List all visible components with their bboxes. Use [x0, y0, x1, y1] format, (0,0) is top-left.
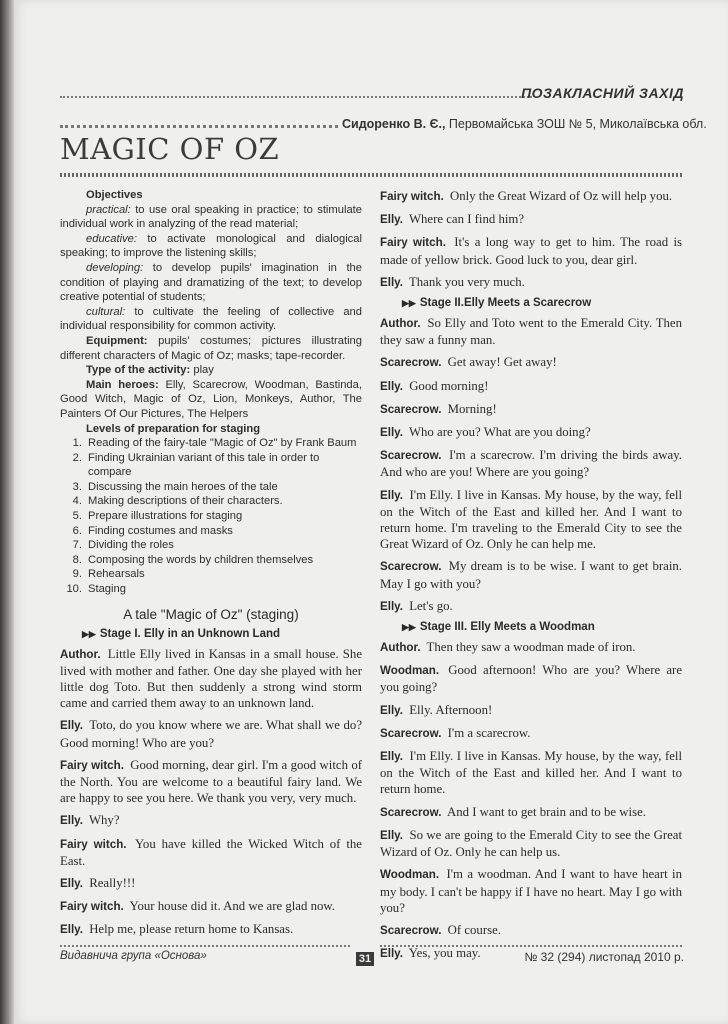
- list-item: [60, 494, 362, 509]
- speaker-name: Fairy witch.: [380, 190, 444, 203]
- issue-info: № 32 (294) листопад 2010 р.: [524, 950, 684, 964]
- speaker-name: Scarecrow.: [380, 726, 442, 740]
- speaker-name: Author.: [380, 317, 421, 331]
- levels-heading: Levels of preparation for staging: [86, 422, 261, 435]
- dialogue-line: [60, 812, 362, 829]
- stage-title: Stage I. Elly in an Unknown Land: [99, 627, 281, 640]
- equipment-text: pupils' costumes; pictures illustrating different characters of Magic of Oz; masks; tape-recorder.: [60, 334, 362, 362]
- objective-text: to activate monological and dialogical speaking; to improve the listening skills;: [60, 232, 362, 260]
- dialogue-text: Why?: [88, 813, 120, 828]
- stage-3-dialogue: [380, 639, 682, 962]
- speaker-name: Elly.: [380, 426, 403, 440]
- heroes-label: Main heroes:: [86, 378, 159, 391]
- left-column: [60, 188, 362, 945]
- speaker-name: Woodman.: [380, 664, 440, 678]
- dialogue-line: [380, 598, 682, 615]
- speaker-name: Elly.: [380, 750, 403, 764]
- list-number: 9.: [72, 568, 82, 581]
- stage-1-heading: [60, 628, 362, 640]
- speaker-name: Elly.: [380, 947, 403, 961]
- author-dotted-rule: [60, 125, 338, 128]
- dialogue-text: It's a long way to get to him. The road is made of yellow brick. Good luck to you, dear girl.: [380, 235, 682, 267]
- levels-list: [60, 436, 362, 597]
- list-item: [60, 480, 362, 495]
- dialogue-text: Who are you? What are you doing?: [408, 425, 591, 440]
- dialogue-text: Then they saw a woodman made of iron.: [426, 640, 636, 655]
- list-number: 1.: [72, 437, 82, 450]
- dialogue-line: [380, 234, 682, 267]
- list-number: 4.: [72, 495, 82, 508]
- dialogue-text: You have killed the Wicked Witch of the East.: [60, 836, 362, 868]
- type-label: Type of the activity:: [86, 364, 191, 377]
- list-text: Prepare illustrations for staging: [88, 510, 243, 523]
- author-affiliation: Первомайська ЗОШ № 5, Миколаївська обл.: [445, 117, 707, 131]
- list-number: 8.: [72, 553, 82, 566]
- speaker-name: Scarecrow.: [380, 560, 442, 574]
- tale-title: A tale "Magic of Oz" (staging): [123, 606, 299, 622]
- footer-rule-left: [60, 945, 350, 947]
- footer-rule-right: [380, 945, 682, 947]
- objective-label: cultural:: [86, 305, 126, 318]
- dialogue-text: Thank you very much.: [408, 274, 525, 289]
- dialogue-text: So Elly and Toto went to the Emerald City. Then they saw a funny man.: [380, 316, 682, 348]
- dialogue-line: [380, 748, 682, 798]
- speaker-name: Author.: [380, 641, 421, 655]
- dialogue-line: [380, 922, 682, 939]
- speaker-name: Scarecrow.: [380, 402, 442, 416]
- speaker-name: Elly.: [380, 488, 403, 502]
- list-item: [60, 509, 362, 524]
- dialogue-line: [380, 378, 682, 395]
- dialogue-line: [380, 487, 682, 553]
- dialogue-text: Toto, do you know where we are. What shall we do? Good morning! Who are you?: [60, 718, 362, 750]
- dialogue-line: [380, 447, 682, 480]
- dialogue-text: Little Elly lived in Kansas in a small house. She lived with mother and father. One day she played with her little dog Toto. But then suddenly a strong wind storm came and carried them away to an unknown land.: [60, 646, 363, 711]
- list-item: [60, 582, 362, 597]
- speaker-name: Fairy witch.: [60, 837, 127, 851]
- dialogue-text: Good morning!: [409, 378, 489, 393]
- publisher: Видавнича група «Основа»: [60, 950, 207, 962]
- list-number: 10.: [66, 583, 82, 596]
- dialogue-line: [380, 827, 682, 860]
- dialogue-text: Help me, please return home to Kansas.: [89, 922, 294, 937]
- list-number: 2.: [72, 451, 82, 464]
- list-text: Making descriptions of their characters.: [88, 495, 283, 508]
- objective-cultural: [60, 305, 362, 334]
- dialogue-line: [380, 274, 682, 291]
- type-text: play: [190, 364, 214, 377]
- dialogue-text: Elly. Afternoon!: [409, 702, 493, 717]
- list-text: Dividing the roles: [88, 539, 174, 552]
- header-dotted-rule: [60, 96, 532, 98]
- dialogue-line: [60, 921, 362, 938]
- dialogue-text: I'm a scarecrow.: [447, 725, 531, 740]
- list-item: [60, 524, 362, 539]
- equipment-paragraph: [60, 334, 362, 363]
- list-number: 7.: [72, 539, 82, 552]
- dialogue-line: [60, 836, 362, 869]
- speaker-name: Elly.: [60, 814, 83, 828]
- objective-educative: [60, 232, 362, 261]
- heroes-paragraph: [60, 378, 362, 422]
- list-text: Discussing the main heroes of the tale: [88, 480, 278, 493]
- list-number: 5.: [72, 510, 82, 523]
- dialogue-text: So we are going to the Emerald City to see the Great Wizard of Oz. Only he can help us.: [380, 827, 682, 860]
- dialogue-line: [380, 188, 682, 205]
- objective-label: developing:: [86, 261, 144, 274]
- dialogue-text: Get away! Get away!: [447, 355, 557, 370]
- dialogue-text: I'm Elly. I live in Kansas. My house, by the way, fell on the Witch of the East and killed her. And I want to return home.: [380, 749, 682, 797]
- dialogue-line: [380, 424, 682, 441]
- stage-title: Stage III. Elly Meets a Woodman: [419, 621, 595, 634]
- dialogue-line: [380, 866, 682, 916]
- speaker-name: Elly.: [60, 877, 83, 891]
- page-number: 31: [356, 952, 374, 966]
- equipment-label: Equipment:: [86, 334, 148, 347]
- list-item: [60, 553, 362, 568]
- objective-text: to cultivate the feeling of collective and individual responsibility for common activity.: [60, 305, 362, 333]
- dialogue-text: I'm a woodman. And I want to have heart in my body. I can't be happy if I have no heart. May I go with you?: [380, 867, 682, 915]
- speaker-name: Scarecrow.: [380, 356, 442, 370]
- objective-text: to develop pupils' imagination in the condition of playing and dramatizing of the text; to develop creative potential of students;: [60, 261, 362, 304]
- speaker-name: Elly.: [60, 923, 83, 937]
- speaker-name: Elly.: [380, 275, 403, 289]
- speaker-name: Elly.: [380, 828, 403, 842]
- objective-label: practical:: [86, 203, 131, 216]
- list-text: Reading of the fairy-tale "Magic of Oz" by Frank Baum: [88, 437, 357, 450]
- dialogue-text: Let's go.: [409, 598, 453, 613]
- list-text: Finding costumes and masks: [88, 524, 233, 537]
- article-title: MAGIC OF OZ: [60, 132, 280, 166]
- double-arrow-icon: ▶▶: [82, 628, 96, 639]
- dialogue-text: I'm Elly. I live in Kansas. My house, by the way, fell on the Witch of the East and killed her. And I want to return home. I'm traveling to the Emerald City to see the Great Wizard of Oz. Only he can help me.: [380, 487, 682, 552]
- page-binding-edge: [0, 0, 14, 1024]
- dialogue-line: [380, 401, 682, 418]
- speaker-name: Elly.: [380, 599, 403, 613]
- speaker-name: Fairy witch.: [380, 236, 446, 250]
- speaker-name: Author.: [60, 647, 101, 661]
- list-item: [60, 451, 362, 480]
- dialogue-text: Good morning, dear girl. I'm a good witch of the North. You are welcome to a beautiful fairy land. We are happy to see you here. We thank you very, very much.: [60, 757, 362, 806]
- dialogue-text: Of course.: [447, 922, 501, 937]
- list-text: Finding Ukrainian variant of this tale in order to compare: [88, 451, 320, 479]
- type-paragraph: [60, 363, 362, 378]
- dialogue-line: [380, 211, 682, 228]
- stage-1-dialogue: [60, 646, 362, 939]
- objective-practical: [60, 203, 362, 232]
- speaker-name: Fairy witch.: [60, 900, 124, 914]
- dialogue-line: [60, 898, 362, 915]
- list-text: Rehearsals: [88, 568, 145, 581]
- list-number: 3.: [72, 480, 82, 493]
- right-column: [380, 188, 682, 968]
- dialogue-line: [380, 725, 682, 742]
- dialogue-text: And I want to get brain and to be wise.: [446, 804, 646, 819]
- intro-dialogue: [380, 188, 682, 291]
- speaker-name: Elly.: [380, 213, 403, 227]
- list-item: [60, 436, 362, 451]
- dialogue-line: [380, 354, 682, 371]
- objective-label: educative:: [86, 232, 137, 245]
- dialogue-line: [380, 804, 682, 821]
- dialogue-line: [60, 646, 362, 712]
- dialogue-text: Really!!!: [89, 876, 136, 891]
- list-item: [60, 567, 362, 582]
- dialogue-line: [60, 757, 362, 807]
- dialogue-text: Yes, you may.: [408, 946, 481, 961]
- heroes-text: Elly, Scarecrow, Woodman, Bastinda, Good Witch, Magic of Oz, Lion, Monkeys, Author, The Painters Of Our Pictures, The Helpers: [60, 378, 362, 420]
- speaker-name: Elly.: [60, 719, 83, 733]
- dialogue-line: [380, 558, 682, 591]
- author-line: [342, 117, 707, 131]
- stage-3-heading: [380, 621, 682, 633]
- double-arrow-icon: ▶▶: [402, 622, 416, 633]
- stage-2-heading: [380, 297, 682, 309]
- list-text: Composing the words by children themselves: [88, 553, 314, 566]
- dialogue-line: [60, 717, 362, 750]
- speaker-name: Elly.: [380, 379, 403, 393]
- dialogue-text: My dream is to be wise. I want to get brain. May I go with you?: [380, 559, 682, 591]
- speaker-name: Woodman.: [380, 868, 440, 882]
- speaker-name: Scarecrow.: [380, 805, 442, 819]
- dialogue-line: [380, 662, 682, 695]
- list-text: Staging: [88, 583, 126, 596]
- dialogue-text: Your house did it. And we are glad now.: [129, 899, 335, 914]
- list-number: 6.: [72, 524, 82, 537]
- double-arrow-icon: ▶▶: [402, 298, 416, 309]
- dialogue-line: [380, 702, 682, 719]
- title-rule: [60, 173, 682, 177]
- dialogue-text: I'm a scarecrow. I'm driving the birds away. And who are you! Where are you going?: [380, 448, 682, 480]
- dialogue-line: [380, 315, 682, 348]
- speaker-name: Scarecrow.: [380, 923, 442, 937]
- objectives-heading: Objectives: [86, 189, 143, 201]
- dialogue-text: Morning!: [447, 401, 497, 416]
- speaker-name: Fairy witch.: [60, 758, 124, 772]
- stage-2-dialogue: [380, 315, 682, 615]
- speaker-name: Scarecrow.: [380, 449, 442, 463]
- section-label: ПОЗАКЛАСНИЙ ЗАХІД: [521, 85, 684, 101]
- dialogue-text: Only the Great Wizard of Oz will help you.: [450, 189, 673, 203]
- stage-title: Stage II.Elly Meets a Scarecrow: [419, 297, 592, 310]
- list-item: [60, 538, 362, 553]
- objective-developing: [60, 261, 362, 305]
- dialogue-text: Where can I find him?: [408, 212, 525, 227]
- dialogue-line: [60, 875, 362, 892]
- author-name: Сидоренко В. Є.,: [342, 117, 446, 131]
- objective-text: to use oral speaking in practice; to stimulate individual work in analyzing of the read material;: [60, 203, 362, 231]
- objectives-block: [60, 188, 362, 597]
- dialogue-text: Good afternoon! Who are you? Where are you going?: [380, 663, 682, 695]
- dialogue-line: [380, 639, 682, 656]
- speaker-name: Elly.: [380, 703, 403, 717]
